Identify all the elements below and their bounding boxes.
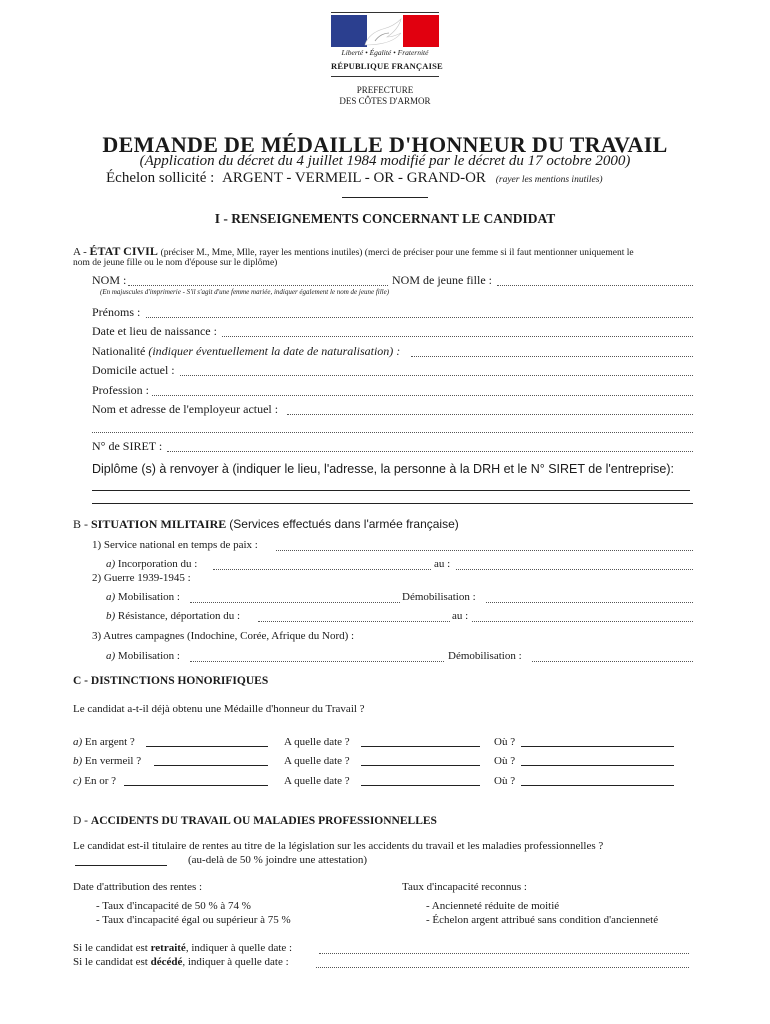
distinction-letter: c) xyxy=(73,775,82,787)
mobilisation2-label: Mobilisation : xyxy=(117,650,180,662)
distinction-row-vermeil xyxy=(73,755,141,767)
domicile-field[interactable] xyxy=(180,375,693,376)
date-attribution-label: Date d'attribution des rentes : xyxy=(73,881,203,893)
mobilisation-letter: a) xyxy=(106,591,116,603)
siret-label: N° de SIRET : xyxy=(92,439,163,453)
or-ou-field[interactable] xyxy=(521,785,674,786)
resistance-line xyxy=(106,610,240,622)
or-date-field[interactable] xyxy=(361,785,480,786)
demobilisation-label: Démobilisation : xyxy=(402,591,476,603)
department-label: DES CÔTES D'ARMOR xyxy=(339,96,431,106)
resistance-au-label: au : xyxy=(452,610,469,622)
argent-field[interactable] xyxy=(146,746,268,747)
section-d-heading: ACCIDENTS DU TRAVAIL OU MALADIES PROFESSIONNELLES xyxy=(90,815,437,827)
retraite-post: , indiquer à quelle date : xyxy=(185,942,293,954)
au-dela-note: (au-delà de 50 % joindre une attestation) xyxy=(188,854,367,866)
section-c-heading: C - DISTINCTIONS HONORIFIQUES xyxy=(73,675,269,687)
section-d-letter: D - xyxy=(73,815,89,827)
page-title: DEMANDE DE MÉDAILLE D'HONNEUR DU TRAVAIL xyxy=(102,132,668,157)
employeur-label: Nom et adresse de l'employeur actuel : xyxy=(92,402,279,416)
section-a-header xyxy=(73,244,634,259)
vermeil-ou-label: Où ? xyxy=(494,755,516,767)
or-field[interactable] xyxy=(124,785,268,786)
page-subtitle: (Application du décret du 4 juillet 1984 modifié par le décret du 17 octobre 2000) xyxy=(139,153,631,169)
service-national-label: 1) Service national en temps de paix : xyxy=(92,539,258,551)
distinction-label: En or ? xyxy=(84,775,117,787)
title-separator xyxy=(342,197,428,198)
distinction-label: En vermeil ? xyxy=(84,755,142,767)
section-a-letter: A - xyxy=(73,246,87,258)
decede-line xyxy=(73,956,289,968)
incorporation-au-field[interactable] xyxy=(456,569,693,570)
logo-bottom-rule xyxy=(331,76,439,77)
employeur-field[interactable] xyxy=(287,414,693,415)
nationalite-line xyxy=(92,344,400,359)
diplome-label: Diplôme (s) à renvoyer à (indiquer le lieu, l'adresse, la personne à la DRH et le N° SIRET de l'entreprise): xyxy=(92,462,675,476)
nom-jeune-fille-label: NOM de jeune fille : xyxy=(392,273,492,287)
section-1-heading: I - RENSEIGNEMENTS CONCERNANT LE CANDIDAT xyxy=(214,211,556,226)
effet-line-2: - Échelon argent attribué sans condition d'ancienneté xyxy=(426,914,659,926)
mobilisation2-line xyxy=(106,650,180,662)
section-b-letter: B - xyxy=(73,517,88,531)
demobilisation2-field[interactable] xyxy=(532,661,693,662)
retraite-word: retraité xyxy=(150,942,186,954)
profession-label: Profession : xyxy=(92,383,149,397)
demobilisation-field[interactable] xyxy=(486,602,693,603)
nom-hint: (En majuscules d'imprimerie - S'il s'agit d'une femme mariée, indiquer également le nom de jeune fille) xyxy=(100,288,390,296)
rentes-answer-field[interactable] xyxy=(75,865,167,866)
distinction-row-argent xyxy=(73,736,135,748)
echelon-line xyxy=(106,170,603,187)
argent-date-label: A quelle date ? xyxy=(284,736,350,748)
guerre-label: 2) Guerre 1939-1945 : xyxy=(92,572,191,584)
profession-field[interactable] xyxy=(152,395,693,396)
section-a-note-2: nom de jeune fille ou le nom d'épouse sur le diplôme) xyxy=(73,258,278,268)
resistance-field[interactable] xyxy=(258,621,450,622)
decede-pre: Si le candidat est xyxy=(73,956,148,968)
service-national-field[interactable] xyxy=(276,550,693,551)
republic-name: RÉPUBLIQUE FRANÇAISE xyxy=(331,61,443,71)
resistance-label: Résistance, déportation du : xyxy=(117,610,241,622)
incorporation-au-label: au : xyxy=(434,558,451,570)
nationalite-hint: (indiquer éventuellement la date de naturalisation) : xyxy=(148,344,401,358)
vermeil-date-label: A quelle date ? xyxy=(284,755,350,767)
distinction-row-or xyxy=(73,775,116,787)
incorporation-letter: a) xyxy=(106,558,116,570)
section-b-header xyxy=(73,517,459,532)
or-ou-label: Où ? xyxy=(494,775,516,787)
mobilisation2-field[interactable] xyxy=(190,661,444,662)
nationalite-label: Nationalité xyxy=(92,344,146,358)
argent-date-field[interactable] xyxy=(361,746,480,747)
or-date-label: A quelle date ? xyxy=(284,775,350,787)
taux-line-2: - Taux d'incapacité égal ou supérieur à 75 % xyxy=(96,914,291,926)
echelon-label: Échelon sollicité : xyxy=(106,170,215,186)
prenoms-label: Prénoms : xyxy=(92,305,141,319)
demobilisation2-label: Démobilisation : xyxy=(448,650,522,662)
decede-post: , indiquer à quelle date : xyxy=(182,956,289,968)
prenoms-field[interactable] xyxy=(146,317,693,318)
employeur-field-line-2[interactable] xyxy=(92,432,693,433)
incorporation-label: Incorporation du : xyxy=(117,558,198,570)
section-d-header xyxy=(73,815,437,827)
mobilisation-field[interactable] xyxy=(190,602,400,603)
date-lieu-field[interactable] xyxy=(222,336,693,337)
diplome-field-line-2[interactable] xyxy=(92,503,693,504)
mobilisation-label: Mobilisation : xyxy=(117,591,180,603)
vermeil-date-field[interactable] xyxy=(361,765,480,766)
echelon-options[interactable]: ARGENT - VERMEIL - OR - GRAND-OR xyxy=(222,170,486,186)
date-lieu-label: Date et lieu de naissance : xyxy=(92,324,217,338)
incorporation-line xyxy=(106,558,197,570)
retraite-line xyxy=(73,942,292,954)
republic-motto: Liberté • Égalité • Fraternité xyxy=(341,48,429,57)
distinction-letter: a) xyxy=(73,736,83,748)
mobilisation-line xyxy=(106,591,180,603)
vermeil-field[interactable] xyxy=(154,765,268,766)
distinction-letter: b) xyxy=(73,755,83,767)
mobilisation2-letter: a) xyxy=(106,650,116,662)
distinction-label: En argent ? xyxy=(84,736,135,748)
incorporation-field[interactable] xyxy=(213,569,431,570)
decede-date-field[interactable] xyxy=(316,967,689,968)
argent-ou-label: Où ? xyxy=(494,736,516,748)
logo-top-rule xyxy=(331,12,439,13)
autres-campagnes-label: 3) Autres campagnes (Indochine, Corée, Afrique du Nord) : xyxy=(92,630,355,642)
retraite-pre: Si le candidat est xyxy=(73,942,148,954)
prefecture-label: PREFECTURE xyxy=(356,85,414,95)
nationalite-field[interactable] xyxy=(411,356,693,357)
argent-ou-field[interactable] xyxy=(521,746,674,747)
decede-word: décédé xyxy=(150,956,183,968)
section-c-question: Le candidat a-t-il déjà obtenu une Médaille d'honneur du Travail ? xyxy=(73,703,365,715)
nom-jeune-fille-field[interactable] xyxy=(497,285,693,286)
diplome-field-line-1[interactable] xyxy=(92,490,690,491)
resistance-letter: b) xyxy=(106,610,116,622)
section-a-note-1: (préciser M., Mme, Mlle, rayer les mentions inutiles) (merci de préciser pour une femme si il faut mentionner uniquement le xyxy=(160,248,634,258)
nom-field[interactable] xyxy=(128,285,388,286)
section-b-heading-note: (Services effectués dans l'armée française) xyxy=(229,517,459,531)
vermeil-ou-field[interactable] xyxy=(521,765,674,766)
siret-field[interactable] xyxy=(167,451,693,452)
taux-label: Taux d'incapacité reconnus : xyxy=(402,881,527,893)
resistance-au-field[interactable] xyxy=(472,621,693,622)
taux-line-1: - Taux d'incapacité de 50 % à 74 % xyxy=(96,900,251,912)
nom-label: NOM : xyxy=(92,273,127,287)
section-a-heading: ÉTAT CIVIL xyxy=(89,244,158,258)
section-d-question: Le candidat est-il titulaire de rentes au titre de la législation sur les accidents du travail et les maladies professionnelles ? xyxy=(73,840,604,852)
domicile-label: Domicile actuel : xyxy=(92,363,175,377)
section-b-heading: SITUATION MILITAIRE xyxy=(91,517,227,531)
echelon-note: (rayer les mentions inutiles) xyxy=(495,175,603,185)
effet-line-1: - Ancienneté réduite de moitié xyxy=(426,900,560,912)
retraite-date-field[interactable] xyxy=(319,953,689,954)
marianne-logo xyxy=(331,15,439,47)
